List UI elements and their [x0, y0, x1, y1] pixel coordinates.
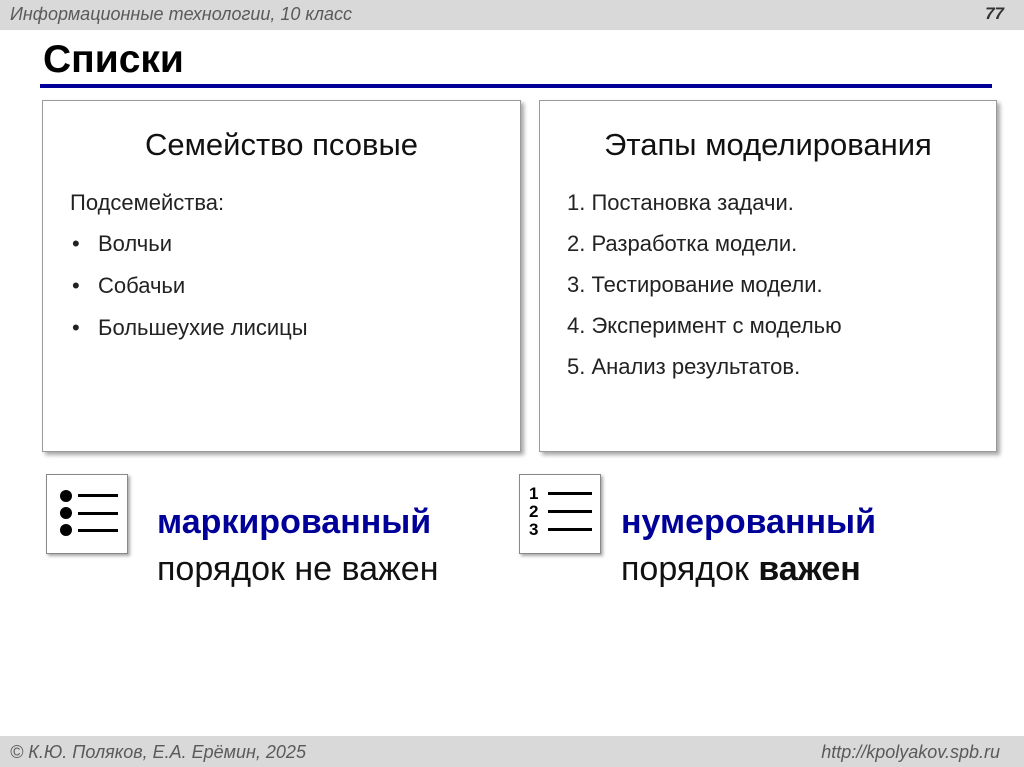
numbered-icon-digit: 2 — [529, 502, 539, 521]
list-item: 5. Анализ результатов. — [567, 354, 801, 379]
site-url: http://kpolyakov.spb.ru — [821, 742, 1000, 762]
page-number: 77 — [985, 4, 1004, 23]
list-item-text: Волчьи — [98, 231, 172, 256]
numbered-icon-digit: 1 — [529, 484, 539, 503]
numbered-list — [567, 190, 842, 395]
numbered-list-note — [621, 550, 861, 589]
list-item — [70, 315, 308, 357]
slide-title: Списки — [43, 38, 184, 81]
numbered-note-emphasis: важен — [758, 550, 861, 588]
list-item-text: Собачьи — [98, 273, 186, 298]
copyright: © К.Ю. Поляков, Е.А. Ерёмин, 2025 — [10, 742, 306, 762]
course-title: Информационные технологии, 10 класс — [10, 4, 353, 24]
bulleted-list-example — [42, 100, 521, 452]
numbered-example-title: Этапы моделирования — [604, 127, 932, 162]
bulleted-list-icon — [46, 474, 128, 554]
numbered-note-prefix: порядок — [621, 550, 759, 588]
bullet-marker: • — [72, 273, 80, 298]
list-item: 4. Эксперимент с моделью — [567, 313, 842, 338]
title-underline — [40, 84, 992, 88]
numbered-list-example — [539, 100, 997, 452]
bullet-marker: • — [72, 231, 80, 256]
list-item-text: Большеухие лисицы — [98, 315, 308, 340]
numbered-list-label: нумерованный — [621, 503, 876, 541]
bullet-marker: • — [72, 315, 80, 340]
header-bar — [0, 0, 1024, 30]
list-item: 2. Разработка модели. — [567, 231, 798, 256]
list-item — [70, 273, 308, 315]
bulleted-example-title: Семейство псовые — [144, 127, 419, 162]
numbered-list-icon — [519, 474, 601, 554]
bulleted-list — [70, 231, 308, 357]
list-item: 3. Тестирование модели. — [567, 272, 823, 297]
bulleted-example-subtitle: Подсемейства: — [70, 190, 225, 215]
numbered-icon-digit: 3 — [529, 520, 539, 539]
bulleted-list-note: порядок не важен — [157, 550, 439, 588]
bulleted-list-label: маркированный — [157, 503, 432, 541]
list-item — [70, 231, 308, 273]
list-item: 1. Постановка задачи. — [567, 190, 794, 215]
footer-bar — [0, 736, 1024, 767]
